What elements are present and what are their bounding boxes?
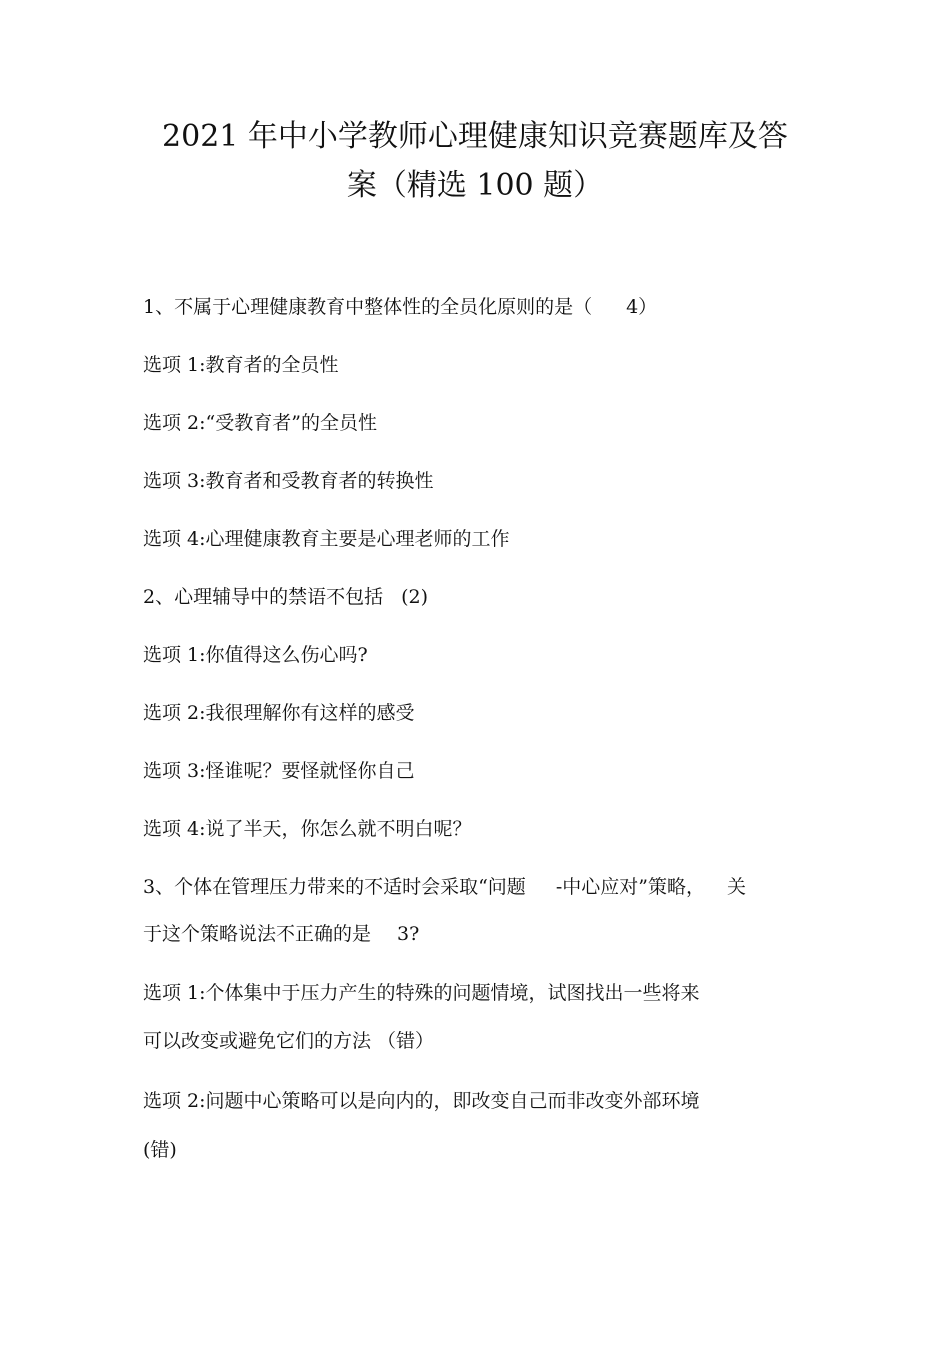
question-stem-text: 3、个体在管理压力带来的不适时会采取“问题 — [143, 876, 526, 898]
question-1-option-2: 选项 2:“受教育者”的全员性 — [143, 412, 377, 434]
question-3-stem-line-2 — [143, 920, 419, 948]
question-stem-text: 于这个策略说法不正确的是 — [143, 923, 372, 945]
question-3-option-1-line-2: 可以改变或避免它们的方法 （错） — [143, 1030, 435, 1052]
question-3-option-2-line-2: (错) — [143, 1139, 177, 1161]
document-title-line-1: 2021 年中小学教师心理健康知识竞赛题库及答 — [162, 119, 788, 154]
question-answer: 4） — [626, 296, 658, 318]
question-2-option-1: 选项 1:你值得这么伤心吗? — [143, 644, 368, 666]
question-3-stem-line-1 — [143, 873, 746, 901]
question-3-option-1-line-1: 选项 1:个体集中于压力产生的特殊的问题情境，试图找出一些将来 — [143, 982, 700, 1004]
question-1-option-1: 选项 1:教育者的全员性 — [143, 354, 339, 376]
question-1-stem — [143, 293, 657, 321]
question-stem-text: 2、心理辅导中的禁语不包括 — [143, 586, 384, 608]
question-1-option-3: 选项 3:教育者和受教育者的转换性 — [143, 470, 434, 492]
question-3-option-2-line-1: 选项 2:问题中心策略可以是向内的，即改变自己而非改变外部环境 — [143, 1090, 700, 1112]
question-2-option-3: 选项 3:怪谁呢？要怪就怪你自己 — [143, 760, 415, 782]
question-2-option-2: 选项 2:我很理解你有这样的感受 — [143, 702, 415, 724]
question-2-stem — [143, 583, 428, 611]
question-1-option-4: 选项 4:心理健康教育主要是心理老师的工作 — [143, 528, 510, 550]
question-stem-text: 关 — [726, 876, 746, 898]
document-title-line-2: 案（精选 100 题） — [346, 168, 604, 203]
question-stem-text: 1、不属于心理健康教育中整体性的全员化原则的是（ — [143, 296, 593, 318]
question-answer: 3? — [397, 923, 420, 945]
question-2-option-4: 选项 4:说了半天，你怎么就不明白呢？ — [143, 818, 472, 840]
question-answer: (2) — [401, 586, 429, 608]
question-stem-text: -中心应对”策略， — [555, 876, 705, 898]
